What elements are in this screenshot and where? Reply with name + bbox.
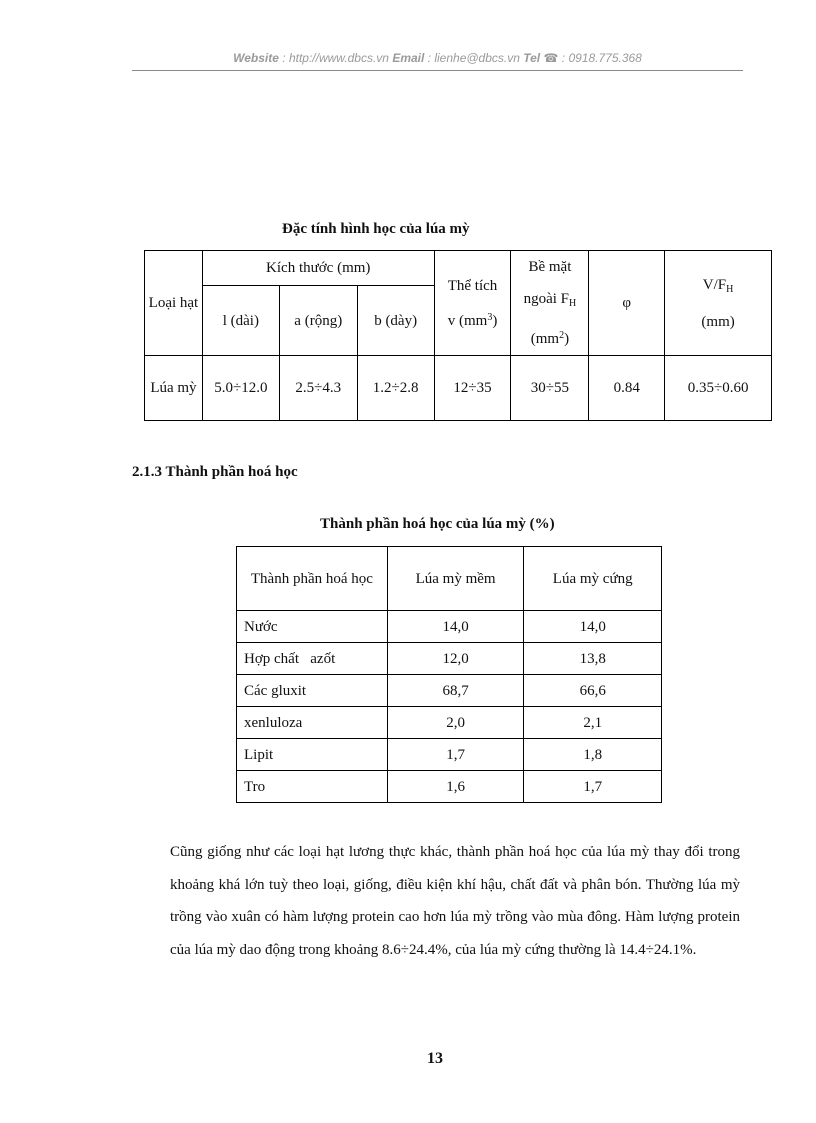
page-number: 13 <box>427 1050 443 1067</box>
table-cell: 0.84 <box>589 356 665 421</box>
composition-table <box>236 546 662 803</box>
table-cell: 1.2÷2.8 <box>357 356 434 421</box>
email-label: Email <box>392 51 425 65</box>
table-cell: 0.35÷0.60 <box>665 356 772 421</box>
table-cell: 30÷55 <box>511 356 589 421</box>
header-cell: Lúa mỳ mềm <box>387 547 524 611</box>
table1-caption: Đặc tính hình học của lúa mỳ <box>282 221 470 237</box>
table-cell: 2.5÷4.3 <box>279 356 357 421</box>
header-cell: Loại hạt <box>145 251 203 356</box>
table2-caption: Thành phần hoá học của lúa mỳ (%) <box>320 516 555 532</box>
table-cell: 12÷35 <box>434 356 511 421</box>
tel-label: Tel <box>523 51 541 65</box>
table-row: Lipit 1,7 1,8 <box>237 739 662 771</box>
header-cell: Lúa mỳ cứng <box>524 547 662 611</box>
table-cell: Lúa mỳ <box>145 356 203 421</box>
header-cell: Thành phần hoá học <box>237 547 388 611</box>
header-cell: Kích thước (mm) <box>202 251 434 286</box>
table-row: Nước 14,0 14,0 <box>237 611 662 643</box>
table-row: Các gluxit 68,7 66,6 <box>237 675 662 707</box>
website-label: Website <box>233 51 279 65</box>
table-row: Tro 1,6 1,7 <box>237 771 662 803</box>
header-cell: $V/F_H$ (mm) <box>665 251 772 356</box>
website-value: : http://www.dbcs.vn <box>278 51 393 65</box>
geometry-table <box>144 250 772 421</box>
table-row: xenluloza 2,0 2,1 <box>237 707 662 739</box>
header-cell: φ <box>589 251 665 356</box>
header-cell: Bề mặt ngoài $F_H$ $(mm^2)$ <box>511 251 589 356</box>
header-cell: Thể tích v $(mm^3)$ <box>434 251 511 356</box>
tel-value: ☎ : 0918.775.368 <box>540 51 642 65</box>
header-cell: l (dài) <box>202 286 279 356</box>
table-row: Hợp chất azốt 12,0 13,8 <box>237 643 662 675</box>
body-paragraph: Cũng giống như các loại hạt lương thực khác, thành phần hoá học của lúa mỳ thay đổi trong khoảng khá lớn tuỳ theo loại, giống, điều kiện khí hậu, chất đất và phân bón. Thường lúa mỳ trồng vào xuân có hàm lượng protein cao hơn lúa mỳ trồng vào mùa đông. Hàm lượng protein của lúa mỳ dao động trong khoảng 8.6÷24.4%, của lúa mỳ cứng thường là 14.4÷24.1%. <box>170 844 740 958</box>
email-value: : lienhe@dbcs.vn <box>424 51 524 65</box>
header-divider <box>132 70 743 71</box>
section-heading: 2.1.3 Thành phần hoá học <box>132 464 298 480</box>
header-cell: a (rộng) <box>279 286 357 356</box>
header-cell: b (dày) <box>357 286 434 356</box>
table-cell: 5.0÷12.0 <box>202 356 279 421</box>
page-header <box>132 51 743 65</box>
